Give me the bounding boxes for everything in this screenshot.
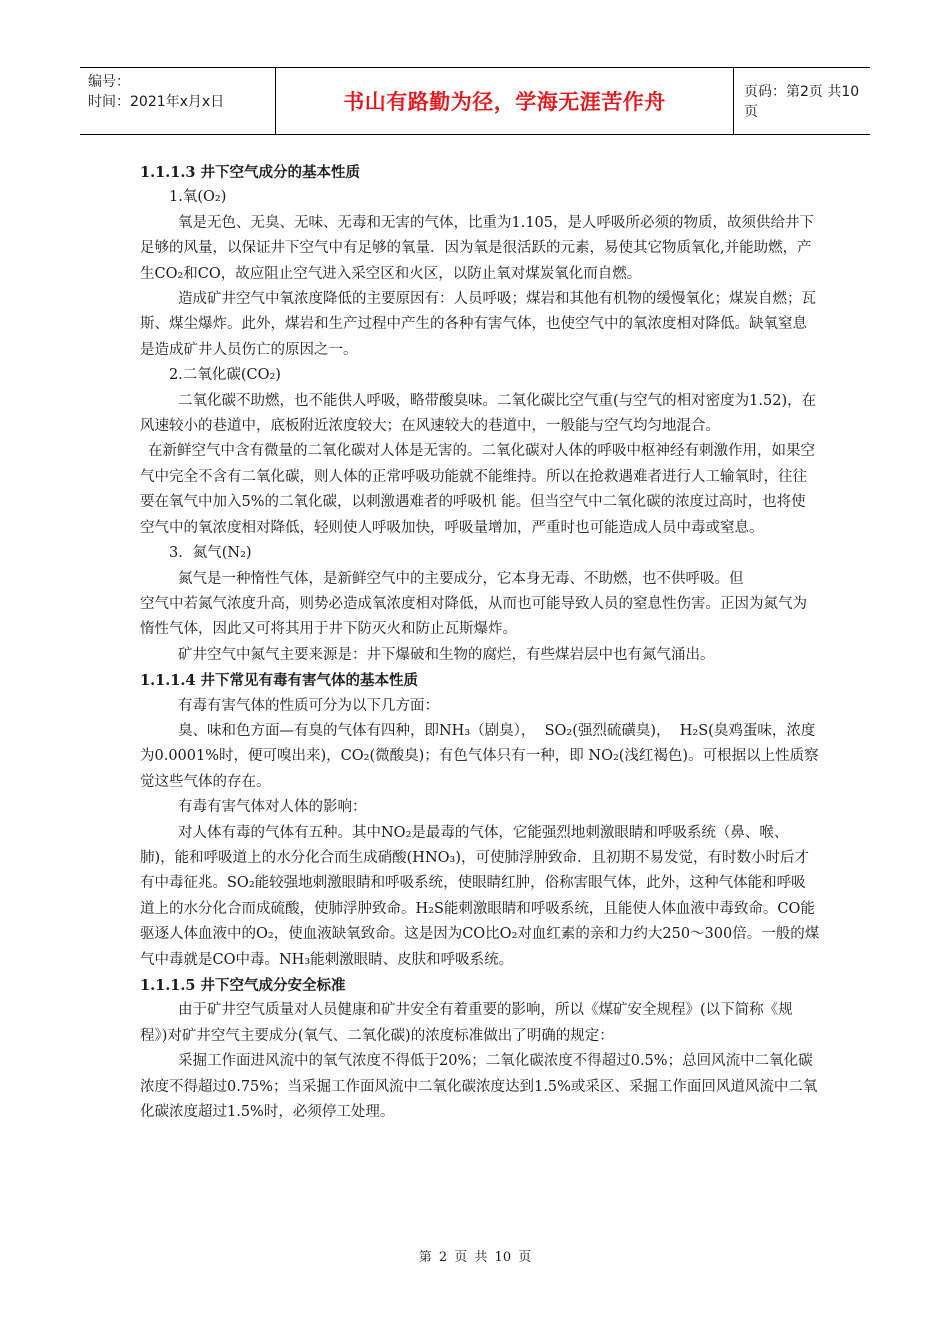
paragraph: 由于矿井空气质量对人员健康和矿井安全有着重要的影响，所以《煤矿安全规程》(以下简称《规程》)对矿井空气主要成分(氧气、二氧化碳)的浓度标准做出了明确的规定： bbox=[140, 1002, 793, 1044]
document-number-label: 编号： bbox=[88, 74, 130, 90]
page-header bbox=[80, 67, 870, 135]
document-date-label: 时间：2021年x月x日 bbox=[88, 94, 225, 110]
paragraph: 氮气是一种惰性气体，是新鲜空气中的主要成分，它本身无毒、不助燃，也不供呼吸。但 bbox=[178, 570, 744, 587]
paragraph: 在新鲜空气中含有微量的二氧化碳对人体是无害的。二氧化碳对人体的呼吸中枢神经有刺激作用，如果空气中完全不含有二氧化碳，则人体的正常呼吸功能就不能维持。所以在抢救遇难者进行人工输氧时，往往要在氧气中加入5%的二氧化碳，以刺激遇难者的呼吸机 能。但当空气中二氧化碳的浓度过高时，也将使空气中的氧浓度相对降低，轻则使人呼吸加快，呼吸量增加，严重时也可能造成人员中毒或窒息。 bbox=[140, 443, 815, 536]
paragraph: 臭、味和色方面—有臭的气体有四种，即NH₃（剧臭）， SO₂(强烈硫磺臭)， H₂S(臭鸡蛋味，浓度为0.0001%时，便可嗅出来)，CO₂(微酸臭)；有色气体只有一种，即 NO₂(浅红褐色)。可根据以上性质察觉这些气体的存在。 bbox=[140, 722, 819, 790]
header-meta bbox=[80, 68, 276, 134]
header-motto: 书山有路勤为径，学海无涯苦作舟 bbox=[343, 90, 666, 114]
paragraph: 对人体有毒的气体有五种。其中NO₂是最毒的气体，它能强烈地刺激眼睛和呼吸系统（鼻、喉、肺)，能和呼吸道上的水分化合而生成硝酸(HNO₃)，可使肺浮肿致命．且初期不易发觉，有时数小时后才有中毒征兆。SO₂能较强地刺激眼睛和呼吸系统，使眼睛红肿，俗称害眼气体，此外，这种气体能和呼吸道上的水分化合而成硫酸，使肺浮肿致命。H₂S能刺激眼睛和呼吸系统，且能使人体血液中毒致命。CO能驱逐人体血液中的O₂，使血液缺氧致命。这是因为CO比O₂对血红素的亲和力约大250～300倍。一般的煤气中毒就是CO中毒。NH₃能刺激眼睛、皮肤和呼吸系统。 bbox=[140, 824, 820, 968]
paragraph: 有毒有害气体的性质可分为以下几方面： bbox=[178, 697, 439, 714]
paragraph: 3．氮气(N₂) bbox=[169, 545, 252, 562]
page-footer: 第 2 页 共 10 页 bbox=[418, 1250, 532, 1265]
paragraph: 矿井空气中氮气主要来源是：井下爆破和生物的腐烂，有些煤岩层中也有氮气涌出。 bbox=[178, 646, 715, 663]
paragraph: 二氧化碳不助燃，也不能供人呼吸，略带酸臭味。二氧化碳比空气重(与空气的相对密度为1.52)，在风速较小的巷道中，底板附近浓度较大；在风速较大的巷道中，一般能与空气均匀地混合。 bbox=[140, 392, 817, 435]
header-motto-cell bbox=[276, 68, 734, 134]
section-heading: 1.1.1.3 井下空气成分的基本性质 bbox=[140, 164, 361, 181]
document-body bbox=[140, 160, 820, 1125]
paragraph: 采掘工作面进风流中的氧气浓度不得低于20%；二氧化碳浓度不得超过0.5%；总回风流中二氧化碳浓度不得超过0.75%；当采掘工作面风流中二氧化碳浓度达到1.5%或采区、采掘工作面回风道风流中二氧化碳浓度超过1.5%时，必须停工处理。 bbox=[140, 1053, 818, 1121]
header-page-info: 页码：第2页 共10页 bbox=[744, 84, 860, 120]
paragraph: 1.氧(O₂) bbox=[169, 189, 227, 206]
paragraph: 有毒有害气体对人体的影响： bbox=[178, 799, 367, 816]
paragraph: 氧是无色、无臭、无味、无毒和无害的气体，比重为1.105，是人呼吸所必须的物质，故须供给井下足够的风量，以保证井下空气中有足够的氧量．因为氧是很活跃的元素，易使其它物质氧化,并能助燃，产生CO₂和CO，故应阻止空气进入采空区和火区，以防止氧对煤炭氧化而自燃。 bbox=[140, 214, 815, 282]
paragraph: 2.二氧化碳(CO₂) bbox=[169, 367, 281, 384]
section-heading: 1.1.1.5 井下空气成分安全标准 bbox=[140, 977, 346, 994]
section-heading: 1.1.1.4 井下常见有毒有害气体的基本性质 bbox=[140, 672, 419, 690]
paragraph: 造成矿井空气中氧浓度降低的主要原因有：人员呼吸；煤岩和其他有机物的缓慢氧化；煤炭自燃；瓦斯、煤尘爆炸。此外，煤岩和生产过程中产生的各种有害气体，也使空气中的氧浓度相对降低。缺氧窒息是造成矿井人员伤亡的原因之一。 bbox=[140, 291, 816, 358]
paragraph: 空气中若氮气浓度升高，则势必造成氧浓度相对降低，从而也可能导致人员的窒息性伤害。正因为氮气为惰性气体，因此又可将其用于井下防灭火和防止瓦斯爆炸。 bbox=[140, 595, 807, 638]
